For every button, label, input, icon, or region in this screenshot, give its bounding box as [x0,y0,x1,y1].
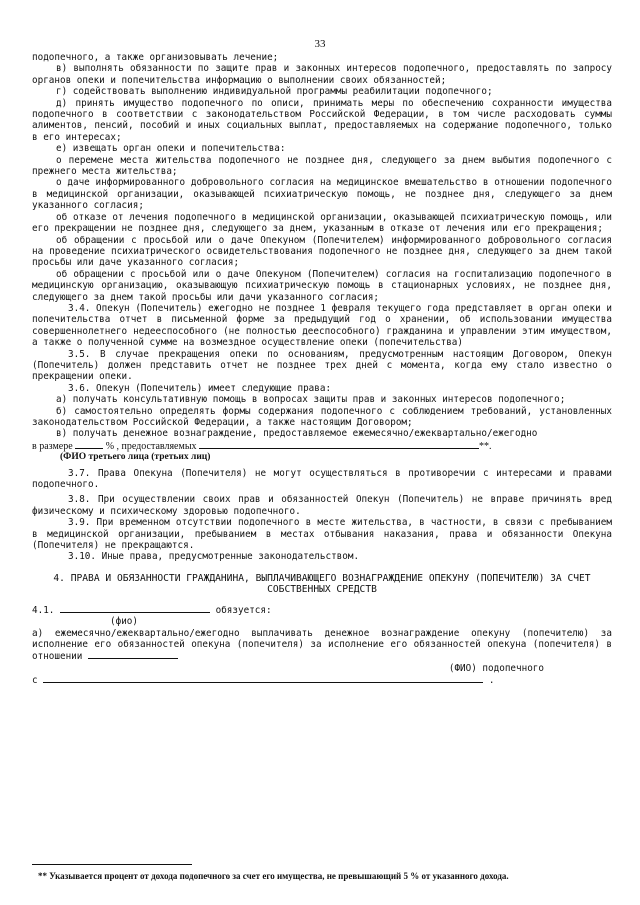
date-line: с . [32,675,495,687]
text-line: подопечного, а также организовывать лечение; [32,52,279,63]
paragraph-3-8: 3.8. При осуществлении своих прав и обязанностей Опекун (Попечитель) не вправе причинять вред физическому и психическому здоровью подопечного. [32,494,612,517]
third-party-blank[interactable] [199,440,479,449]
paragraph-3-6-b: б) самостоятельно определять формы содержания подопечного с соблюдением требований, установленных законодательством Российской Федерации, а также настоящим Договором; [32,405,612,428]
paragraph-3-7: 3.7. Права Опекуна (Попечителя) не могут осуществляться в противоречии с интересами и правами подопечного. [32,467,612,491]
paragraph-3-6: 3.6. Опекун (Попечитель) имеет следующие права: [68,382,332,394]
notice-examination: об обращении с просьбой или о даче Опекуном (Попечителем) информированного добровольного согласия на проведение психиатрического освидетельствования подопечного не позднее дня, следующего за днем такой просьбы или даче указанного согласия; [32,234,612,269]
paragraph-3-5: 3.5. В случае прекращения опеки по основаниям, предусмотренным настоящим Договором, Опекун (Попечитель) должен представить отчет не позднее трех дней с момента, когда ему стало известно о прекращении опеки. [32,348,612,383]
notice-hospitalization: об обращении с просьбой или о даче Опекуном (Попечителем) согласия на госпитализацию подопечного в медицинскую организацию, оказывающую психиатрическую помощь в стационарных условиях, не позднее дня, следующего за днем такой просьбы или дачи указанного согласия; [32,268,612,303]
document-body [32,52,612,687]
section-4-heading: 4. ПРАВА И ОБЯЗАННОСТИ ГРАЖДАНИНА, ВЫПЛАЧИВАЮЩЕГО ВОЗНАГРАЖДЕНИЕ ОПЕКУНУ (ПОПЕЧИТЕЛЮ) ЗА СЧЕТ СОБСТВЕННЫХ СРЕДСТВ [53,572,591,596]
reward-percent-label: % , предоставляемых [105,440,197,452]
payer-name-blank[interactable] [60,604,210,613]
third-party-caption: (ФИО третьего лица (третьих лиц) [60,452,211,463]
notice-refusal: об отказе от лечения подопечного в медицинской организации, оказывающей психиатрическую помощь, или его прекращении не позднее дня, следующего за днем, указанным в отказе от лечения или его прекращения; [32,211,612,235]
page-number: 33 [314,38,326,50]
paragraph-4-1-a: а) ежемесячно/ежеквартально/ежегодно выплачивать денежное вознаграждение опекуну (попечителю) за исполнение его обязанностей опекуна (попечителя) за исполнение его обязанностей опекуна (попечителя) в отношении [32,627,612,663]
paragraph-3-10: 3.10. Иные права, предусмотренные законодательством. [68,551,360,563]
reward-size-label: в размере [32,440,73,452]
paragraph-3-6-a: а) получать консультативную помощь в вопросах защиты прав и законных интересов подопечного; [56,394,566,406]
paragraph-3-3-g: г) содействовать выполнению индивидуальной программы реабилитации подопечного; [56,86,493,98]
ward-fio-caption: (ФИО) подопечного [448,662,544,674]
footnote-divider [32,864,192,865]
reward-size-line [32,440,612,452]
fio-caption: (фио) [110,616,138,628]
obligation-label: обязуется: [215,604,272,616]
notice-consent: о даче информированного добровольного согласия на медицинское вмешательство в отношении подопечного в медицинской организации, оказывающей психиатрическую помощь, не позднее дня, следующего за днем указанного согласия; [32,177,612,212]
clause-number: 4.1. [32,604,55,616]
footnote-mark: **. [479,440,492,452]
date-blank[interactable] [43,674,483,683]
percent-blank[interactable] [75,440,103,449]
footnote: ** Указывается процент от дохода подопечного за счет его имущества, не превышающий 5 % от указанного дохода. [38,871,509,881]
paragraph-3-6-v: в) получать денежное вознаграждение, предоставляемое ежемесячно/ежеквартально/ежегодно [56,428,538,440]
notice-residence: о перемене места жительства подопечного не позднее дня, следующего за днем выбытия подопечного с прежнего места жительства; [32,154,612,178]
paragraph-3-3-v: в) выполнять обязанности по защите прав и законных интересов подопечного, предоставлять по запросу органов опеки и попечительства информацию о выполнении своих обязанностей; [32,63,612,86]
ward-name-blank[interactable] [88,650,178,659]
paragraph-3-4: 3.4. Опекун (Попечитель) ежегодно не позднее 1 февраля текущего года представляет в орган опеки и попечительства отчет в письменной форме за предыдущий год о хранении, об использовании имущества совершеннолетнего недееспособного (не полностью дееспособного) гражданина и управлении этим имуществом, а также о полученной сумме на возмездное осуществление опеки (попечительства) [32,302,612,349]
paragraph-3-3-d: д) принять имущество подопечного по описи, принимать меры по обеспечению сохранности имущества подопечного в соответствии с законодательством Российской Федерации, в том числе расходовать суммы алиментов, пенсий, пособий и иных социальных выплат, предоставляемых на содержание подопечного, только в его интересах; [32,97,612,143]
paragraph-4-1 [32,604,612,616]
paragraph-3-9: 3.9. При временном отсутствии подопечного в месте жительства, в частности, в связи с пребыванием в медицинской организации, пребыванием в местах отбывания наказания, права и обязанности Опекуна (Попечителя) не прекращаются. [32,517,612,552]
paragraph-3-3-e: е) извещать орган опеки и попечительства: [56,143,286,155]
